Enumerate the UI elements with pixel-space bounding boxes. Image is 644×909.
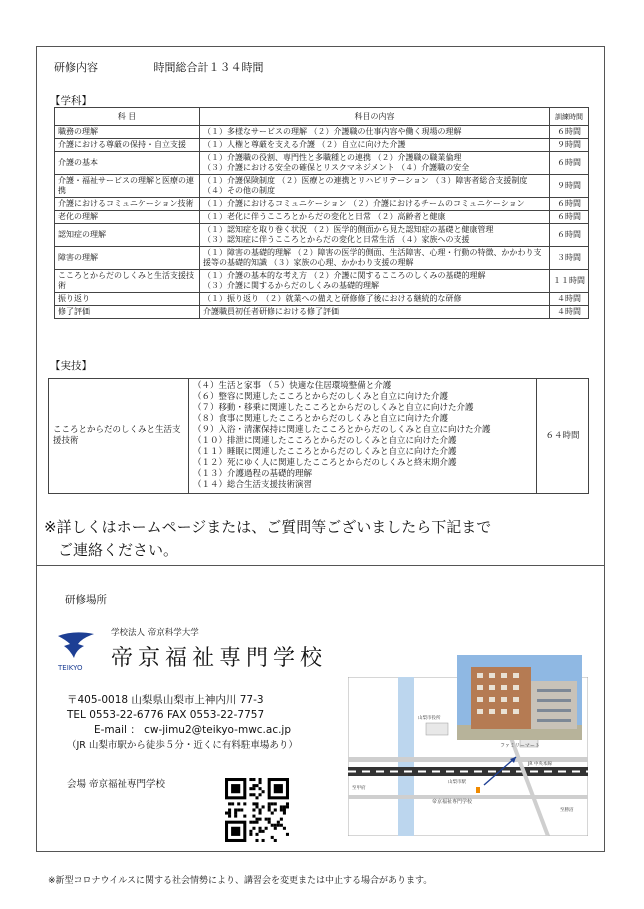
subject-row xyxy=(55,247,589,270)
subject-content: （１）老化に伴うこころとからだの変化と日常 （２）高齢者と健康 xyxy=(200,211,550,224)
subject-hours: ９時間 xyxy=(550,175,589,198)
email-address[interactable]: E-mail ： cw-jimu2@teikyo-mwc.ac.jp xyxy=(94,724,292,736)
subject-name: 障害の理解 xyxy=(55,247,200,270)
subject-name: こころとからだのしくみと生活支援技術 xyxy=(55,270,200,293)
subject-hours: ９時間 xyxy=(550,139,589,152)
practice-table xyxy=(48,378,589,494)
address-block xyxy=(67,693,298,753)
map-label-to-katsunuma: 至勝沼 xyxy=(560,808,574,813)
subject-name: 介護における尊厳の保持・自立支援 xyxy=(55,139,200,152)
subject-content: （１）認知症を取り巻く状況 （２）医学的側面から見た認知症の基礎と健康管理 （３）認知症に伴うこころとからだの変化と日常生活 （４）家族への支援 xyxy=(200,224,550,247)
subjects-section-label: 【学科】 xyxy=(50,95,92,107)
contact-note xyxy=(44,516,491,562)
subject-hours: ３時間 xyxy=(550,247,589,270)
subjects-header-row xyxy=(55,108,589,126)
subject-name: 介護におけるコミュニケーション技術 xyxy=(55,198,200,211)
map-label-to-kofu: 至甲府 xyxy=(352,786,366,791)
subject-row xyxy=(55,198,589,211)
logo-text: TEIKYO xyxy=(58,664,83,672)
column-header-content: 科目の内容 xyxy=(200,108,550,126)
subject-hours: ６時間 xyxy=(550,211,589,224)
subject-name: 振り返り xyxy=(55,293,200,306)
phone-fax: TEL 0553-22-6776 FAX 0553-22-7757 xyxy=(67,709,265,721)
practice-item: （１１）睡眠に関連したこころとからだのしくみと自立に向けた介護 xyxy=(193,447,457,457)
subject-row xyxy=(55,211,589,224)
subject-row xyxy=(55,139,589,152)
subjects-table xyxy=(54,107,589,319)
school-logo-icon xyxy=(54,628,102,672)
school-corporation: 学校法人 帝京科学大学 xyxy=(111,628,199,638)
practice-items xyxy=(189,379,537,494)
practice-item: （１３）介護過程の基礎的理解 xyxy=(193,469,313,479)
practice-item: （１０）排泄に関連したこころとからだのしくみと自立に向けた介護 xyxy=(193,436,457,446)
subject-row xyxy=(55,126,589,139)
subject-hours: ４時間 xyxy=(550,306,589,319)
header-title: 研修内容 xyxy=(54,61,98,74)
page-header xyxy=(54,59,264,75)
subject-content: （１）障害の基礎的理解 （２）障害の医学的側面、生活障害、心理・行動の特徴、かかわり支援等の基礎的知識 （３）家族の心理、かかわり支援の理解 xyxy=(200,247,550,270)
subject-content: （１）介護保険制度 （２）医療との連携とリハビリテーション （３）障害者総合支援制度 （４）その他の制度 xyxy=(200,175,550,198)
practice-item: （４）生活と家事 （５）快適な住居環境整備と介護 xyxy=(193,381,392,391)
subject-row xyxy=(55,306,589,319)
total-hours: 時間総合計１３４時間 xyxy=(153,61,264,74)
practice-row xyxy=(49,379,589,494)
subject-name: 介護・福祉サービスの理解と医療の連携 xyxy=(55,175,200,198)
practice-hours: ６４時間 xyxy=(537,379,589,494)
practice-item: （９）入浴・清潔保持に関連したこころとからだのしくみと自立に向けた介護 xyxy=(193,425,491,435)
subject-content: （１）振り返り （２）就業への備えと研修修了後における継続的な研修 xyxy=(200,293,550,306)
subject-row xyxy=(55,224,589,247)
subject-content: （１）人権と尊厳を支える介護 （２）自立に向けた介護 xyxy=(200,139,550,152)
subject-name: 修了評価 xyxy=(55,306,200,319)
subject-hours: １１時間 xyxy=(550,270,589,293)
postal-address: 〒405-0018 山梨県山梨市上神内川 77-3 xyxy=(67,694,264,706)
subject-hours: ６時間 xyxy=(550,198,589,211)
subject-content: （１）多様なサービスの理解 （２）介護職の仕事内容や働く現場の理解 xyxy=(200,126,550,139)
subject-hours: ４時間 xyxy=(550,293,589,306)
practice-item: （１２）死にゆく人に関連したこころとからだのしくみと終末期介護 xyxy=(193,458,457,468)
qr-code-icon[interactable] xyxy=(225,778,289,842)
school-building-photo xyxy=(457,655,582,740)
practice-section-label: 【実技】 xyxy=(50,360,92,372)
subject-content: （１）介護におけるコミュニケーション （２）介護におけるチームのコミュニケーション xyxy=(200,198,550,211)
subject-row xyxy=(55,270,589,293)
practice-subject: こころとからだのしくみと生活支援技術 xyxy=(49,379,189,494)
subject-name: 職務の理解 xyxy=(55,126,200,139)
subject-name: 認知症の理解 xyxy=(55,224,200,247)
practice-item: （８）食事に関連したこころとからだのしくみと自立に向けた介護 xyxy=(193,414,449,424)
note-line-1: ※詳しくはホームページまたは、ご質問等ございましたら下記まで xyxy=(44,518,492,536)
subject-name: 介護の基本 xyxy=(55,152,200,175)
map-label-school: 帝京福祉専門学校 xyxy=(432,799,473,805)
map-label-city-hall: 山梨市役所 xyxy=(418,716,441,721)
access-info: （JR 山梨市駅から徒歩５分・近くに有料駐車場あり） xyxy=(67,740,298,751)
subject-content: 介護職員初任者研修における修了評価 xyxy=(200,306,550,319)
map-label-railway: JR 中央本線 xyxy=(528,762,552,767)
section-divider xyxy=(36,565,605,566)
subject-content: （１）介護職の役割、専門性と多職種との連携 （２）介護職の職業倫理 （３）介護における安全の確保とリスクマネジメント （４）介護職の安全 xyxy=(200,152,550,175)
column-header-hours: 訓練時間 xyxy=(550,108,589,126)
venue-label: 研修場所 xyxy=(65,594,107,606)
subject-row xyxy=(55,175,589,198)
map-label-station: 山梨市駅 xyxy=(448,780,466,785)
column-header-subject: 科 目 xyxy=(55,108,200,126)
subject-hours: ６時間 xyxy=(550,126,589,139)
subject-content: （１）介護の基本的な考え方 （２）介護に関するこころのしくみの基礎的理解 （３）介護に関するからだのしくみの基礎的理解 xyxy=(200,270,550,293)
subject-hours: ６時間 xyxy=(550,224,589,247)
venue-place: 会場 帝京福祉専門学校 xyxy=(67,779,166,790)
practice-item: （１４）総合生活支援技術演習 xyxy=(193,480,313,490)
subject-hours: ６時間 xyxy=(550,152,589,175)
subject-row xyxy=(55,152,589,175)
subject-name: 老化の理解 xyxy=(55,211,200,224)
map-label-familymart: ファミリーマート xyxy=(500,743,540,749)
practice-item: （７）移動・移乗に関連したこころとからだのしくみと自立に向けた介護 xyxy=(193,403,474,413)
footer-notice: ※新型コロナウイルスに関する社会情勢により、講習会を変更または中止する場合があります。 xyxy=(48,876,433,886)
subject-row xyxy=(55,293,589,306)
practice-item: （６）整容に関連したこころとからだのしくみと自立に向けた介護 xyxy=(193,392,449,402)
note-line-2: ご連絡ください。 xyxy=(58,541,179,559)
school-name: 帝京福祉専門学校 xyxy=(111,646,328,671)
